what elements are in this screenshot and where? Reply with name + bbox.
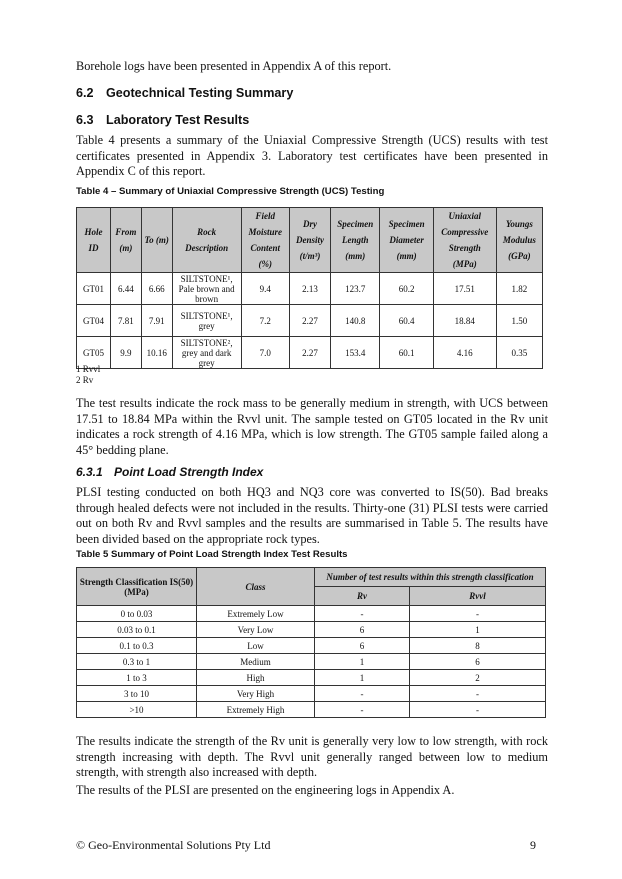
table-cell: - xyxy=(409,686,545,702)
plsi-paragraph: PLSI testing conducted on both HQ3 and NQ3 core was converted to IS(50). Bad breaks through healed defects were not included in the results. Thirty-one (31) PLSI tests were carried out on both Rv and Rvvl samples and the results are summarised in Table 5. The results have been divided based on the appropriate rock types. xyxy=(76,485,548,546)
table-4-footnote: 1 Rvvl xyxy=(76,364,101,374)
section-heading-6-3-1 xyxy=(76,465,263,479)
results-paragraph: The test results indicate the rock mass to be generally medium in strength, with UCS between 17.51 to 18.84 MPa within the Rvvl unit. The sample tested on GT05 located in the Rv unit indicates a rock strength of 4.16 MPa, which is low strength. The GT05 sample failed along a 45° bedding plane. xyxy=(76,396,548,457)
ucs-table xyxy=(76,207,543,369)
table-cell: 10.16 xyxy=(141,337,172,369)
table-cell: 2 xyxy=(409,670,545,686)
table-cell: 2.27 xyxy=(289,337,330,369)
table-cell: 17.51 xyxy=(433,273,496,305)
table-header-row xyxy=(77,568,546,587)
table-cell: 123.7 xyxy=(331,273,380,305)
table-cell: 9.9 xyxy=(110,337,141,369)
table-cell: 0 to 0.03 xyxy=(77,606,197,622)
table-cell: >10 xyxy=(77,702,197,718)
table-cell: 1 xyxy=(315,670,410,686)
table-row xyxy=(77,273,543,305)
table-cell: 6.44 xyxy=(110,273,141,305)
table-cell: 1.50 xyxy=(496,305,542,337)
table-cell: 6 xyxy=(409,654,545,670)
table-4-footnote: 2 Rv xyxy=(76,375,94,385)
table-cell: 153.4 xyxy=(331,337,380,369)
table-row xyxy=(77,606,546,622)
table-cell: - xyxy=(315,606,410,622)
table-cell: 6 xyxy=(315,638,410,654)
column-header: Rv xyxy=(315,587,410,606)
table-cell: 7.0 xyxy=(241,337,289,369)
section-number: 6.3.1 xyxy=(76,465,103,479)
section-title: Point Load Strength Index xyxy=(114,465,264,479)
table-cell: Medium xyxy=(197,654,315,670)
footer-copyright: © Geo-Environmental Solutions Pty Ltd xyxy=(76,838,271,852)
table-cell: 1.82 xyxy=(496,273,542,305)
table-cell: 6.66 xyxy=(141,273,172,305)
table-5-caption: Table 5 Summary of Point Load Strength Index Test Results xyxy=(76,549,348,560)
column-header: Field Moisture Content (%) xyxy=(241,208,289,273)
column-header: From (m) xyxy=(110,208,141,273)
table-cell: Low xyxy=(197,638,315,654)
column-header: Youngs Modulus (GPa) xyxy=(496,208,542,273)
table-row xyxy=(77,337,543,369)
table-cell: 0.1 to 0.3 xyxy=(77,638,197,654)
intro-paragraph: Borehole logs have been presented in Appendix A of this report. xyxy=(76,59,392,73)
table-cell: 60.2 xyxy=(380,273,433,305)
table-cell: Extremely Low xyxy=(197,606,315,622)
table-cell: 1 xyxy=(315,654,410,670)
table-cell: SILTSTONE¹, Pale brown and brown xyxy=(172,273,241,305)
table-cell: Very High xyxy=(197,686,315,702)
table-cell: 1 to 3 xyxy=(77,670,197,686)
table-cell: 3 to 10 xyxy=(77,686,197,702)
table-cell: SILTSTONE², grey and dark grey xyxy=(172,337,241,369)
logs-paragraph: The results of the PLSI are presented on the engineering logs in Appendix A. xyxy=(76,783,455,797)
section-heading-6-2 xyxy=(76,86,293,100)
table-cell: 6 xyxy=(315,622,410,638)
section-number: 6.2 xyxy=(76,86,94,100)
table-row xyxy=(77,702,546,718)
table-cell: 1 xyxy=(409,622,545,638)
table-cell: High xyxy=(197,670,315,686)
table-cell: 7.81 xyxy=(110,305,141,337)
column-header: Class xyxy=(197,568,315,606)
column-group-header: Number of test results within this strength classification xyxy=(315,568,546,587)
table-cell: Very Low xyxy=(197,622,315,638)
table-cell: 0.03 to 0.1 xyxy=(77,622,197,638)
table-cell: - xyxy=(315,686,410,702)
table-row xyxy=(77,670,546,686)
section-title: Geotechnical Testing Summary xyxy=(106,86,294,100)
table-row xyxy=(77,686,546,702)
table-cell: Extremely High xyxy=(197,702,315,718)
table-header-row xyxy=(77,208,543,273)
column-header: Uniaxial Compressive Strength (MPa) xyxy=(433,208,496,273)
table-cell: 140.8 xyxy=(331,305,380,337)
table-cell: 2.27 xyxy=(289,305,330,337)
table-row xyxy=(77,622,546,638)
table-cell: 0.3 to 1 xyxy=(77,654,197,670)
table-4-caption: Table 4 – Summary of Uniaxial Compressive Strength (UCS) Testing xyxy=(76,186,385,197)
column-header: Specimen Diameter (mm) xyxy=(380,208,433,273)
table-cell: - xyxy=(409,702,545,718)
table-cell: 60.1 xyxy=(380,337,433,369)
column-header: Rvvl xyxy=(409,587,545,606)
table-cell: SILTSTONE¹, grey xyxy=(172,305,241,337)
table-cell: - xyxy=(409,606,545,622)
table-cell: 7.91 xyxy=(141,305,172,337)
table-cell: 2.13 xyxy=(289,273,330,305)
plsi-table xyxy=(76,567,546,718)
column-header: To (m) xyxy=(141,208,172,273)
table-cell: 4.16 xyxy=(433,337,496,369)
section-title: Laboratory Test Results xyxy=(106,113,250,127)
section-heading-6-3 xyxy=(76,113,249,127)
column-header: Hole ID xyxy=(77,208,111,273)
table-cell: 7.2 xyxy=(241,305,289,337)
table-cell: - xyxy=(315,702,410,718)
column-header: Specimen Length (mm) xyxy=(331,208,380,273)
table-row xyxy=(77,638,546,654)
section-number: 6.3 xyxy=(76,113,94,127)
laboratory-paragraph: Table 4 presents a summary of the Uniaxial Compressive Strength (UCS) results with test certificates presented in Appendix 3. Laboratory test certificates have been presented in Appendix C of this report. xyxy=(76,133,548,178)
table-row xyxy=(77,305,543,337)
table-row xyxy=(77,654,546,670)
table-cell: 60.4 xyxy=(380,305,433,337)
strength-paragraph: The results indicate the strength of the Rv unit is generally very low to low strength, with rock strength increasing with depth. The Rvvl unit generally ranged between low to medium strength, with strength also increased with depth. xyxy=(76,734,548,779)
table-cell: 18.84 xyxy=(433,305,496,337)
table-cell: GT04 xyxy=(77,305,111,337)
table-cell: 0.35 xyxy=(496,337,542,369)
column-header: Strength Classification IS(50) (MPa) xyxy=(77,568,197,606)
table-cell: 8 xyxy=(409,638,545,654)
table-cell: 9.4 xyxy=(241,273,289,305)
column-header: Dry Density (t/m³) xyxy=(289,208,330,273)
table-cell: GT05 xyxy=(77,337,111,369)
column-header: Rock Description xyxy=(172,208,241,273)
page-number: 9 xyxy=(530,838,536,852)
table-cell: GT01 xyxy=(77,273,111,305)
